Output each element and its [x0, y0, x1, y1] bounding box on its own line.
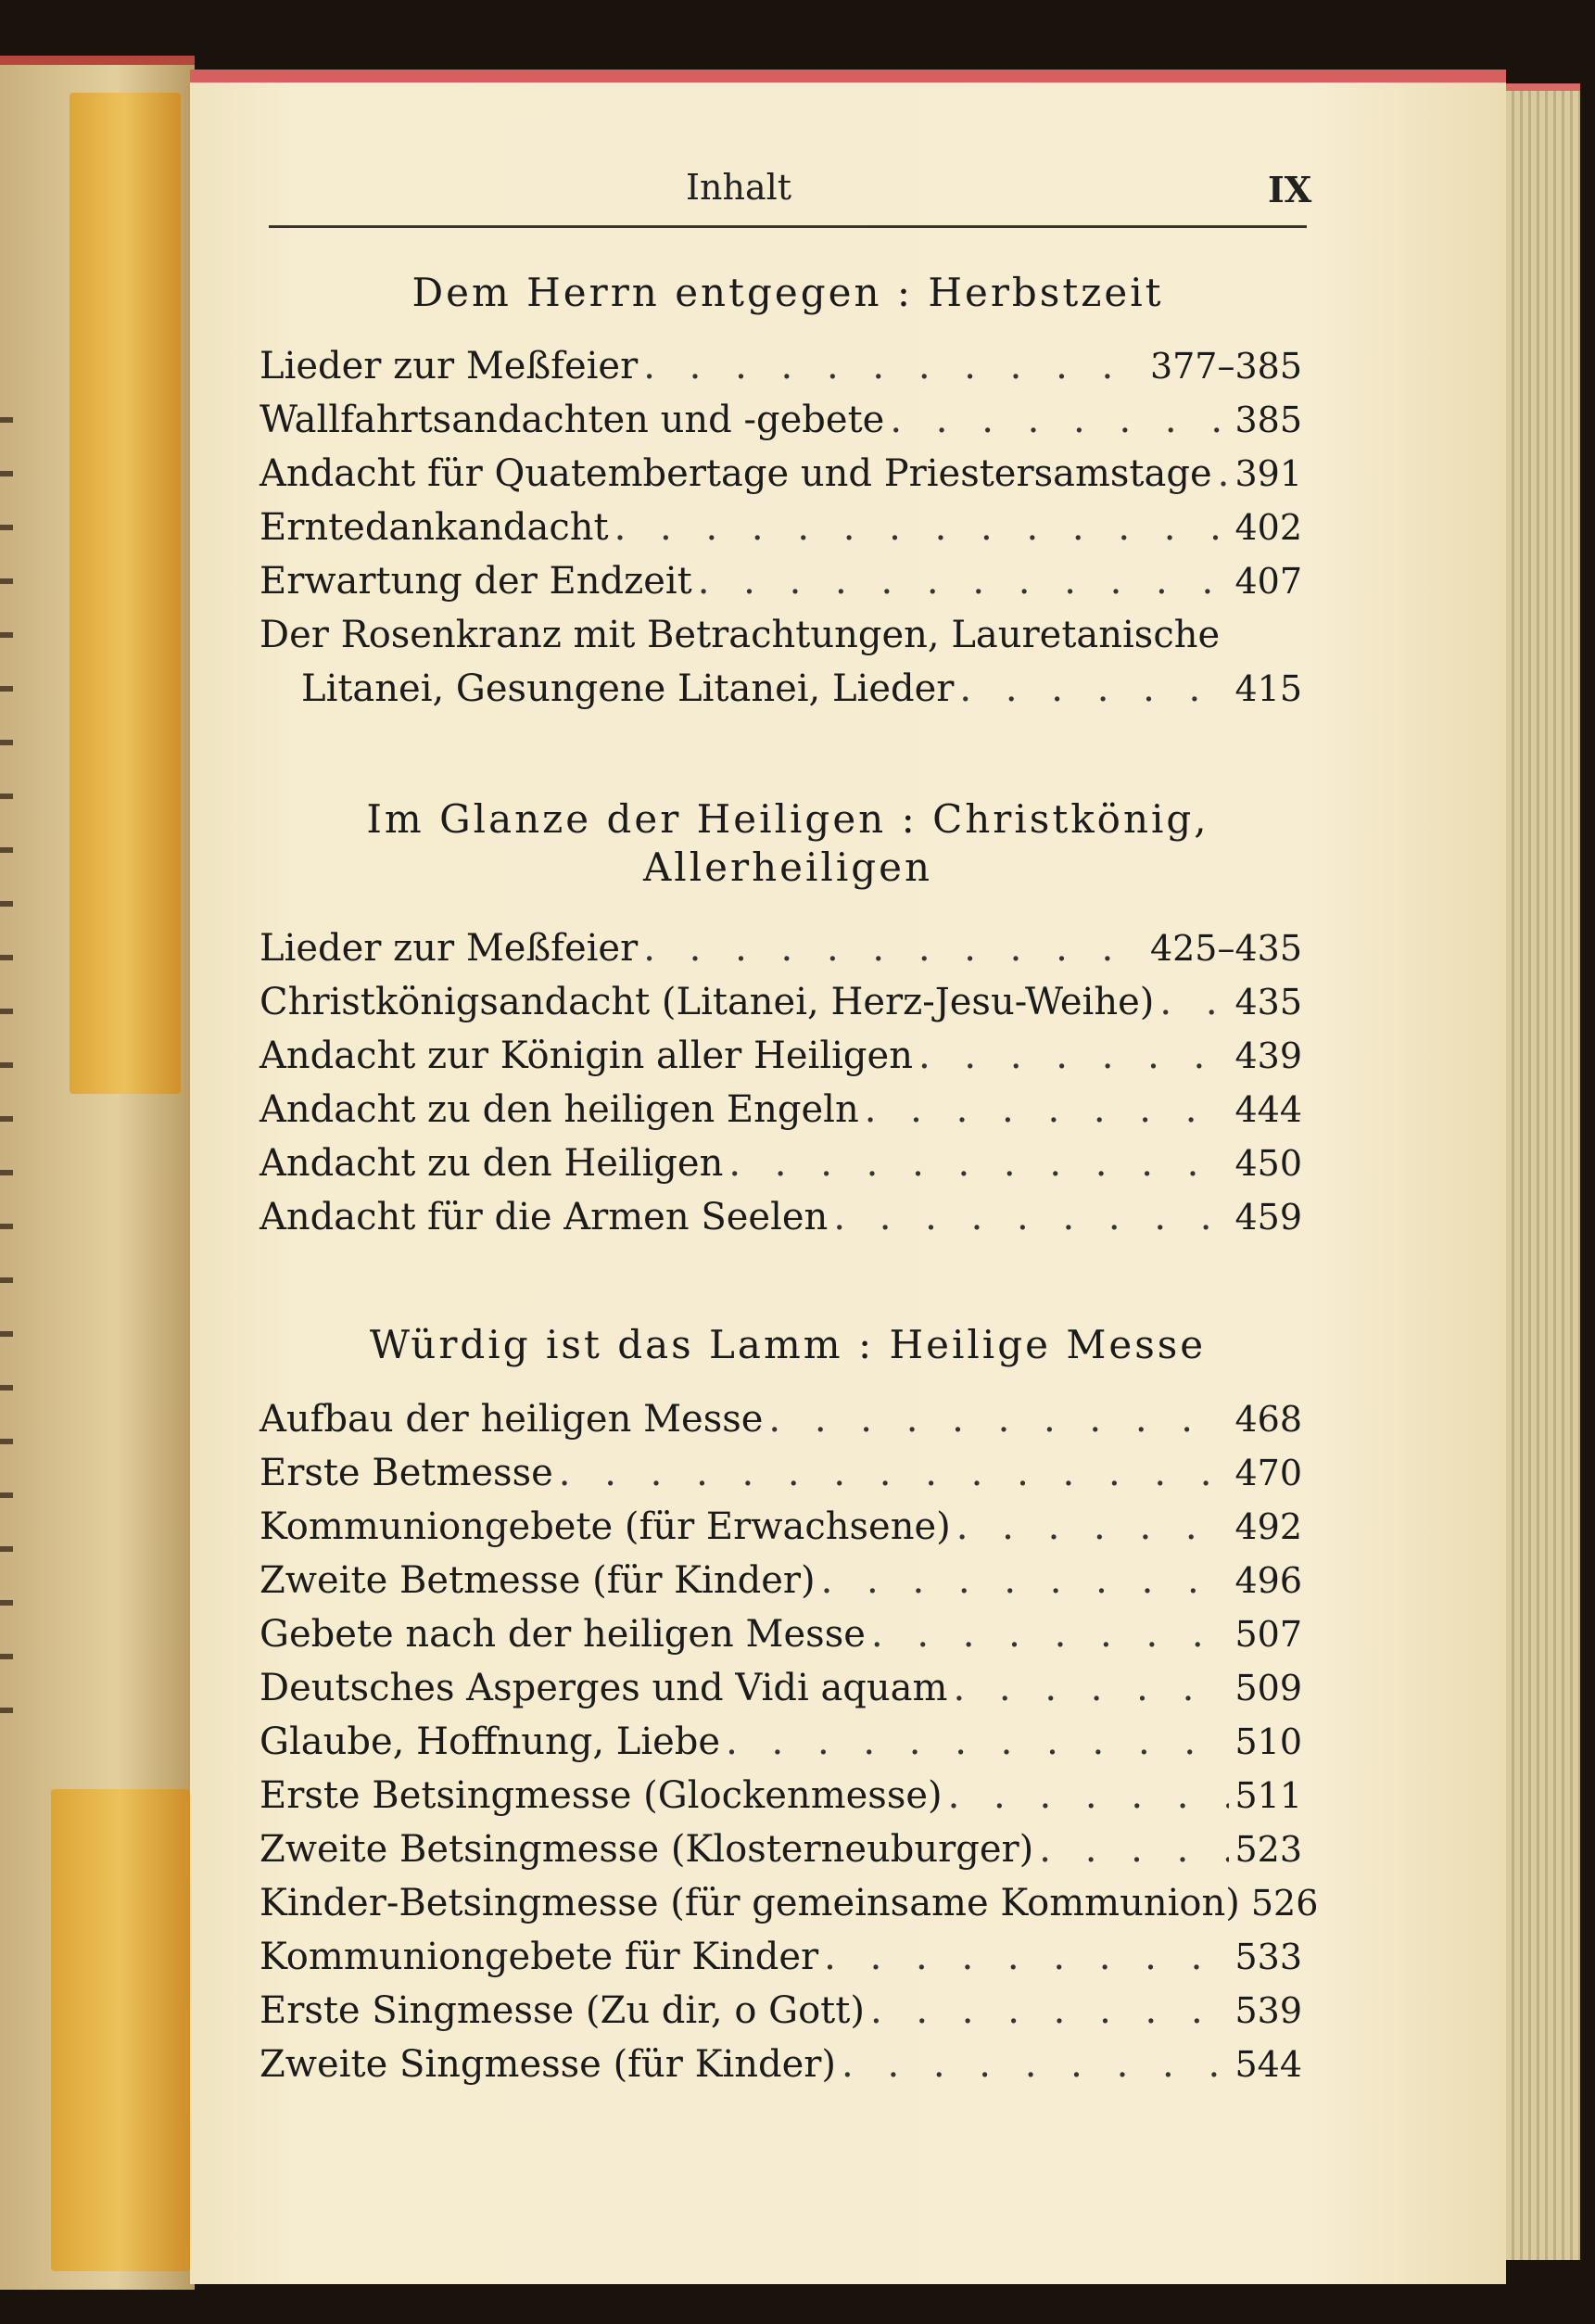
- leader-dots: [821, 1559, 1230, 1602]
- toc-entry: [260, 1559, 1302, 1611]
- toc-entry: [260, 560, 1302, 612]
- toc-entry: [260, 1667, 1302, 1719]
- toc-entry: [260, 345, 1302, 397]
- toc-entry: [260, 1196, 1302, 1248]
- toc-entry: [260, 1936, 1302, 1987]
- section-heading-line: Dem Herrn entgegen : Herbstzeit: [411, 270, 1164, 315]
- toc-entry-title: Andacht zu den heiligen Engeln: [260, 1088, 859, 1131]
- leader-dots: [870, 1989, 1230, 2032]
- leader-dots: [559, 1452, 1230, 1494]
- toc-entry-page: 468: [1234, 1399, 1302, 1440]
- toc-entry-title: Zweite Betsingmesse (Klosterneuburger): [260, 1828, 1034, 1871]
- repair-tape-top: [70, 93, 181, 1094]
- toc-entry: [260, 1452, 1302, 1504]
- toc-entry-page: 507: [1234, 1614, 1302, 1655]
- toc-entry-page: 435: [1234, 982, 1302, 1022]
- toc-entry-page: 510: [1234, 1721, 1302, 1762]
- toc-entry-page: 415: [1234, 668, 1302, 709]
- toc-entry-page: 391: [1234, 453, 1302, 494]
- leader-dots: [833, 1196, 1229, 1238]
- leader-dots: [614, 506, 1230, 549]
- left-page-text-fragments: [0, 417, 13, 1715]
- toc-entry-title: Glaube, Hoffnung, Liebe: [260, 1721, 721, 1763]
- toc-entry-title: Andacht für Quatembertage und Priestersamstage: [260, 452, 1212, 495]
- leader-dots: [956, 1505, 1230, 1548]
- leader-dots: [824, 1936, 1229, 1978]
- leader-dots: [918, 1035, 1230, 1077]
- leader-dots: [890, 399, 1229, 441]
- section-heading-line: Im Glanze der Heiligen : Christkönig,: [366, 796, 1209, 842]
- toc-entry-title: Christkönigsandacht (Litanei, Herz-Jesu-Weihe): [260, 981, 1155, 1023]
- toc-entry-page: 511: [1234, 1775, 1302, 1816]
- toc-entry-page: 377–385: [1149, 346, 1302, 387]
- header-rule: [269, 225, 1307, 228]
- toc-entry: [260, 1613, 1302, 1665]
- page-number: IX: [1268, 169, 1312, 210]
- toc-entry-page: 450: [1234, 1143, 1302, 1184]
- section-heading-line: Würdig ist das Lamm : Heilige Messe: [369, 1322, 1207, 1367]
- leader-dots: [959, 667, 1229, 710]
- toc-entry: [260, 1989, 1302, 2041]
- toc-entry-page: 523: [1234, 1829, 1302, 1870]
- leader-dots: [643, 345, 1145, 387]
- toc-entry-page: 533: [1234, 1937, 1302, 1977]
- toc-entry-page: 544: [1234, 2044, 1302, 2085]
- section-heading: [269, 269, 1307, 317]
- leader-dots: [698, 560, 1230, 603]
- toc-entry: [260, 399, 1302, 451]
- toc-entry-title: Aufbau der heiligen Messe: [260, 1398, 764, 1441]
- leader-dots: [726, 1721, 1229, 1763]
- toc-entry-title: Erste Singmesse (Zu dir, o Gott): [260, 1989, 865, 2032]
- toc-entry-title: Erntedankandacht: [260, 506, 609, 549]
- toc-entry-title: Kommuniongebete für Kinder: [260, 1936, 819, 1978]
- toc-entry-page: 496: [1234, 1560, 1302, 1601]
- toc-entry-wrapped-first-line: [260, 614, 1302, 666]
- toc-entry: [260, 1774, 1302, 1826]
- toc-entry-page: 526: [1250, 1883, 1319, 1924]
- leader-dots: [728, 1142, 1229, 1185]
- toc-entry-page: 444: [1234, 1089, 1302, 1130]
- leader-dots: [1039, 1828, 1229, 1871]
- toc-entry-page: 425–435: [1149, 928, 1302, 969]
- leader-dots: [953, 1667, 1229, 1709]
- toc-entry-title: Erste Betmesse: [260, 1452, 553, 1494]
- toc-entry: [260, 2043, 1302, 2095]
- toc-entry: [260, 1142, 1302, 1194]
- toc-entry-title: Andacht für die Armen Seelen: [260, 1196, 829, 1238]
- toc-entry: [260, 1721, 1302, 1772]
- toc-entry-page: 492: [1234, 1506, 1302, 1547]
- toc-entry-page: 509: [1234, 1668, 1302, 1708]
- toc-entry: [260, 927, 1302, 979]
- toc-entry: [260, 1398, 1302, 1450]
- section-heading-line: Allerheiligen: [642, 845, 933, 890]
- toc-entry: [301, 667, 1302, 719]
- section-heading: [269, 1321, 1307, 1369]
- toc-entry-title: Kommuniongebete (für Erwachsene): [260, 1505, 951, 1548]
- toc-entry-title: Erwartung der Endzeit: [260, 560, 692, 603]
- leader-dots: [1218, 452, 1230, 495]
- toc-entry-page: 459: [1234, 1197, 1302, 1238]
- leader-dots: [842, 2043, 1229, 2086]
- toc-entry-title: Lieder zur Meßfeier: [260, 927, 639, 970]
- toc-entry: [260, 1828, 1302, 1880]
- leader-dots: [865, 1088, 1230, 1131]
- toc-entry: [260, 1882, 1319, 1934]
- toc-entry-page: 407: [1234, 561, 1302, 602]
- toc-entry-title: Deutsches Asperges und Vidi aquam: [260, 1667, 948, 1709]
- toc-entry-title: Kinder-Betsingmesse (für gemeinsame Kommunion): [260, 1882, 1240, 1924]
- toc-entry-page: 439: [1234, 1035, 1302, 1076]
- toc-entry: [260, 452, 1302, 504]
- toc-entry: [260, 1505, 1302, 1557]
- running-header-title: Inhalt: [686, 167, 792, 208]
- section-heading: [269, 795, 1307, 892]
- leader-dots: [643, 927, 1145, 970]
- toc-entry-title: Zweite Betmesse (für Kinder): [260, 1559, 816, 1602]
- toc-entry-page: 385: [1234, 400, 1302, 440]
- toc-entry-title: Zweite Singmesse (für Kinder): [260, 2043, 837, 2086]
- toc-entry-title: Litanei, Gesungene Litanei, Lieder: [301, 667, 955, 710]
- toc-entry: [260, 1035, 1302, 1086]
- toc-entry-title: Gebete nach der heiligen Messe: [260, 1613, 866, 1656]
- toc-entry: [260, 981, 1302, 1033]
- toc-entry-title: Andacht zur Königin aller Heiligen: [260, 1035, 913, 1077]
- leader-dots: [1159, 981, 1229, 1023]
- toc-entry-title: Der Rosenkranz mit Betrachtungen, Lauretanische: [260, 614, 1221, 656]
- leader-dots: [948, 1774, 1230, 1817]
- toc-entry-title: Wallfahrtsandachten und -gebete: [260, 399, 885, 441]
- toc-entry-page: 402: [1234, 507, 1302, 548]
- repair-tape-bottom: [51, 1789, 190, 2271]
- toc-entry-page: 539: [1234, 1990, 1302, 2031]
- toc-entry-title: Erste Betsingmesse (Glockenmesse): [260, 1774, 943, 1817]
- toc-entry-page: 470: [1234, 1453, 1302, 1493]
- toc-entry: [260, 1088, 1302, 1140]
- page-stack-edges: [1506, 83, 1580, 2260]
- leader-dots: [871, 1613, 1230, 1656]
- toc-entry: [260, 506, 1302, 558]
- toc-entry-title: Andacht zu den Heiligen: [260, 1142, 724, 1185]
- toc-entry-title: Lieder zur Meßfeier: [260, 345, 639, 387]
- leader-dots: [768, 1398, 1229, 1441]
